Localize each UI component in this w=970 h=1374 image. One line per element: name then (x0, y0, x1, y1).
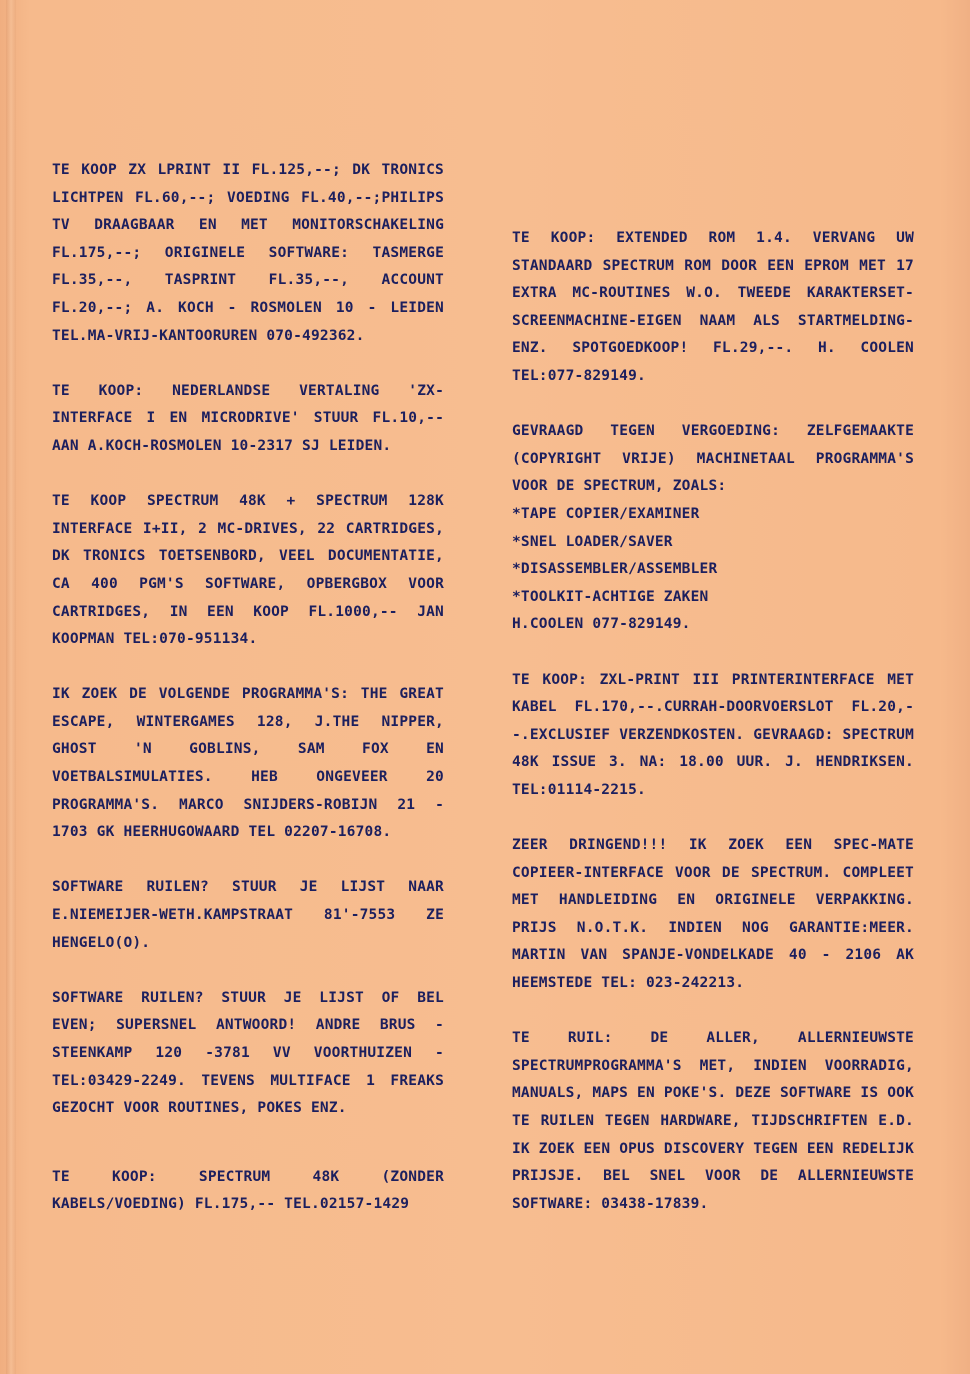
paper-fold (6, 0, 16, 1374)
ad-gevraagd-machinetaal: GEVRAAGD TEGEN VERGOEDING: ZELFGEMAAKTE (COPYRIGHT VRIJE) MACHINETAAL PROGRAMMA'S VOOR DE SPECTRUM, ZOALS: *TAPE COPIER/EXAMINER *SNEL LOADER/SAVER *DISASSEMBLER/ASSEMBLER *TOOLKIT-ACHTIGE ZAKEN H.COOLEN 077-829149. (512, 423, 914, 633)
ad-zoek-programmas: IK ZOEK DE VOLGENDE PROGRAMMA'S: THE GREAT ESCAPE, WINTERGAMES 128, J.THE NIPPER, GHOST 'N GOBLINS, SAM FOX EN VOETBALSIMULATIES. HEB ONGEVEER 20 PROGRAMMA'S. MARCO SNIJDERS-ROBIJN 21 - 1703 GK HEERHUGOWAARD TEL 02207-16708. (52, 686, 444, 841)
left-column (52, 157, 444, 1219)
ad-vertaling: TE KOOP: NEDERLANDSE VERTALING 'ZX-INTERFACE I EN MICRODRIVE' STUUR FL.10,-- AAN A.KOCH-ROSMOLEN 10-2317 SJ LEIDEN. (52, 382, 444, 454)
ad-spectrum-128k: TE KOOP SPECTRUM 48K + SPECTRUM 128K INTERFACE I+II, 2 MC-DRIVES, 22 CARTRIDGES, DK TRONICS TOETSENBORD, VEEL DOCUMENTATIE, CA 400 PGM'S SOFTWARE, OPBERGBOX VOOR CARTRIDGES, IN EEN KOOP FL.1000,-- JAN KOOPMAN TEL:070-951134. (52, 493, 444, 648)
ad-zxl-print: TE KOOP: ZXL-PRINT III PRINTERINTERFACE MET KABEL FL.170,--.CURRAH-DOORVOERSLOT FL.20,--.EXCLUSIEF VERZENDKOSTEN. GEVRAAGD: SPECTRUM 48K ISSUE 3. NA: 18.00 UUR. J. HENDRIKSEN. TEL:01114-2215. (512, 671, 914, 798)
ad-te-ruil: TE RUIL: DE ALLER, ALLERNIEUWSTE SPECTRUMPROGRAMMA'S MET, INDIEN VOORRADIG, MANUALS, MAPS EN POKE'S. DEZE SOFTWARE IS OOK TE RUILEN TEGEN HARDWARE, TIJDSCHRIFTEN E.D. IK ZOEK EEN OPUS DISCOVERY TEGEN EEN REDELIJK PRIJSJE. BEL SNEL VOOR DE ALLERNIEUWSTE SOFTWARE: 03438-17839. (512, 1030, 914, 1212)
ad-ruilen-niemeijer: SOFTWARE RUILEN? STUUR JE LIJST NAAR E.NIEMEIJER-WETH.KAMPSTRAAT 81'-7553 ZE HENGELO(O). (52, 879, 444, 951)
ad-extended-rom: TE KOOP: EXTENDED ROM 1.4. VERVANG UW STANDAARD SPECTRUM ROM DOOR EEN EPROM MET 17 EXTRA MC-ROUTINES W.O. TWEEDE KARAKTERSET-SCREENMACHINE-EIGEN NAAM ALS STARTMELDING-ENZ. SPOTGOEDKOOP! FL.29,--. H. COOLEN TEL:077-829149. (512, 230, 914, 384)
ad-spec-mate: ZEER DRINGEND!!! IK ZOEK EEN SPEC-MATE COPIEER-INTERFACE VOOR DE SPECTRUM. COMPLEET MET HANDLEIDING EN ORIGINELE VERPAKKING. PRIJS N.O.T.K. INDIEN NOG GARANTIE:MEER. MARTIN VAN SPANJE-VONDELKADE 40 - 2106 AK HEEMSTEDE TEL: 023-242213. (512, 837, 914, 992)
ad-spectrum-48k: TE KOOP: SPECTRUM 48K (ZONDER KABELS/VOEDING) FL.175,-- TEL.02157-1429 (52, 1168, 444, 1213)
ad-ruilen-brus: SOFTWARE RUILEN? STUUR JE LIJST OF BEL EVEN; SUPERSNEL ANTWOORD! ANDRE BRUS - STEENKAMP 120 -3781 VV VOORTHUIZEN - TEL:03429-2249. TEVENS MULTIFACE 1 FREAKS GEZOCHT VOOR ROUTINES, POKES ENZ. (52, 989, 444, 1117)
ad-lprint: TE KOOP ZX LPRINT II FL.125,--; DK TRONICS LICHTPEN FL.60,--; VOEDING FL.40,--;PHILIPS TV DRAAGBAAR EN MET MONITORSCHAKELING FL.175,--; ORIGINELE SOFTWARE: TASMERGE FL.35,--, TASPRINT FL.35,--, ACCOUNT FL.20,--; A. KOCH - ROSMOLEN 10 - LEIDEN TEL.MA-VRIJ-KANTOORUREN 070-492362. (52, 162, 444, 344)
right-column (512, 225, 914, 1218)
